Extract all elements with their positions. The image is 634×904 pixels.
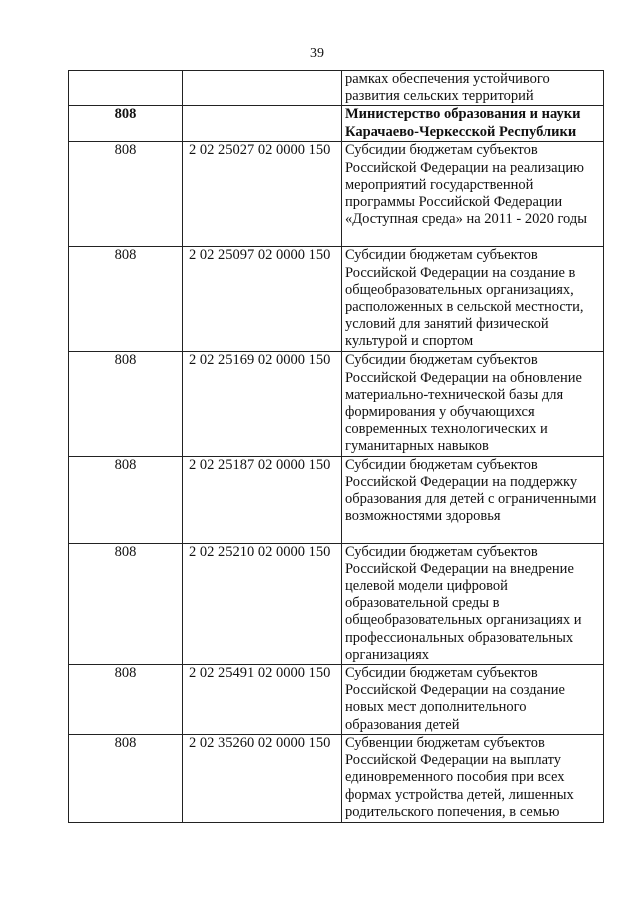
- admin-code-cell: 808: [69, 735, 183, 823]
- admin-code-cell: [69, 71, 183, 106]
- table-row: [69, 71, 604, 106]
- budget-codes-table: [68, 70, 604, 823]
- admin-code-cell: 808: [69, 247, 183, 352]
- revenue-name-cell: Субсидии бюджетам субъектов Российской Федерации на поддержку образования для детей с ограниченными возможностями здоровья: [342, 456, 604, 543]
- table-row: [69, 735, 604, 823]
- admin-code-cell: 808: [69, 352, 183, 456]
- budget-code-cell: [183, 106, 342, 142]
- revenue-name-cell: Субсидии бюджетам субъектов Российской Федерации на обновление материально-технической базы для формирования у обучающихся современных технологических и гуманитарных навыков: [342, 352, 604, 456]
- revenue-name-cell: Субсидии бюджетам субъектов Российской Федерации на реализацию мероприятий государственной программы Российской Федерации «Доступная среда» на 2011 - 2020 годы: [342, 142, 604, 247]
- table-row: [69, 142, 604, 247]
- budget-code-cell: 2 02 35260 02 0000 150: [183, 735, 342, 823]
- budget-code-cell: 2 02 25491 02 0000 150: [183, 665, 342, 735]
- admin-code-cell: 808: [69, 665, 183, 735]
- admin-code-cell: 808: [69, 543, 183, 664]
- table-row: [69, 665, 604, 735]
- revenue-name-cell: Субвенции бюджетам субъектов Российской Федерации на выплату единовременного пособия при всех формах устройства детей, лишенных родительского попечения, в семью: [342, 735, 604, 823]
- table-row: [69, 352, 604, 456]
- revenue-name-cell: рамках обеспечения устойчивого развития сельских территорий: [342, 71, 604, 106]
- admin-code-cell: 808: [69, 142, 183, 247]
- table-row: [69, 247, 604, 352]
- admin-code-cell: 808: [69, 106, 183, 142]
- admin-code-cell: 808: [69, 456, 183, 543]
- table-row: [69, 456, 604, 543]
- page-number: 39: [310, 46, 324, 61]
- budget-code-cell: 2 02 25187 02 0000 150: [183, 456, 342, 543]
- revenue-name-cell: Министерство образования и науки Карачаево-Черкесской Республики: [342, 106, 604, 142]
- budget-code-cell: [183, 71, 342, 106]
- budget-code-cell: 2 02 25169 02 0000 150: [183, 352, 342, 456]
- budget-code-cell: 2 02 25097 02 0000 150: [183, 247, 342, 352]
- revenue-name-cell: Субсидии бюджетам субъектов Российской Федерации на создание новых мест дополнительного образования детей: [342, 665, 604, 735]
- table-row: [69, 106, 604, 142]
- budget-code-cell: 2 02 25027 02 0000 150: [183, 142, 342, 247]
- budget-code-cell: 2 02 25210 02 0000 150: [183, 543, 342, 664]
- revenue-name-cell: Субсидии бюджетам субъектов Российской Федерации на внедрение целевой модели цифровой образовательной среды в общеобразовательных организациях и профессиональных образовательных организациях: [342, 543, 604, 664]
- table-row: [69, 543, 604, 664]
- revenue-name-cell: Субсидии бюджетам субъектов Российской Федерации на создание в общеобразовательных организациях, расположенных в сельской местности, условий для занятий физической культурой и спортом: [342, 247, 604, 352]
